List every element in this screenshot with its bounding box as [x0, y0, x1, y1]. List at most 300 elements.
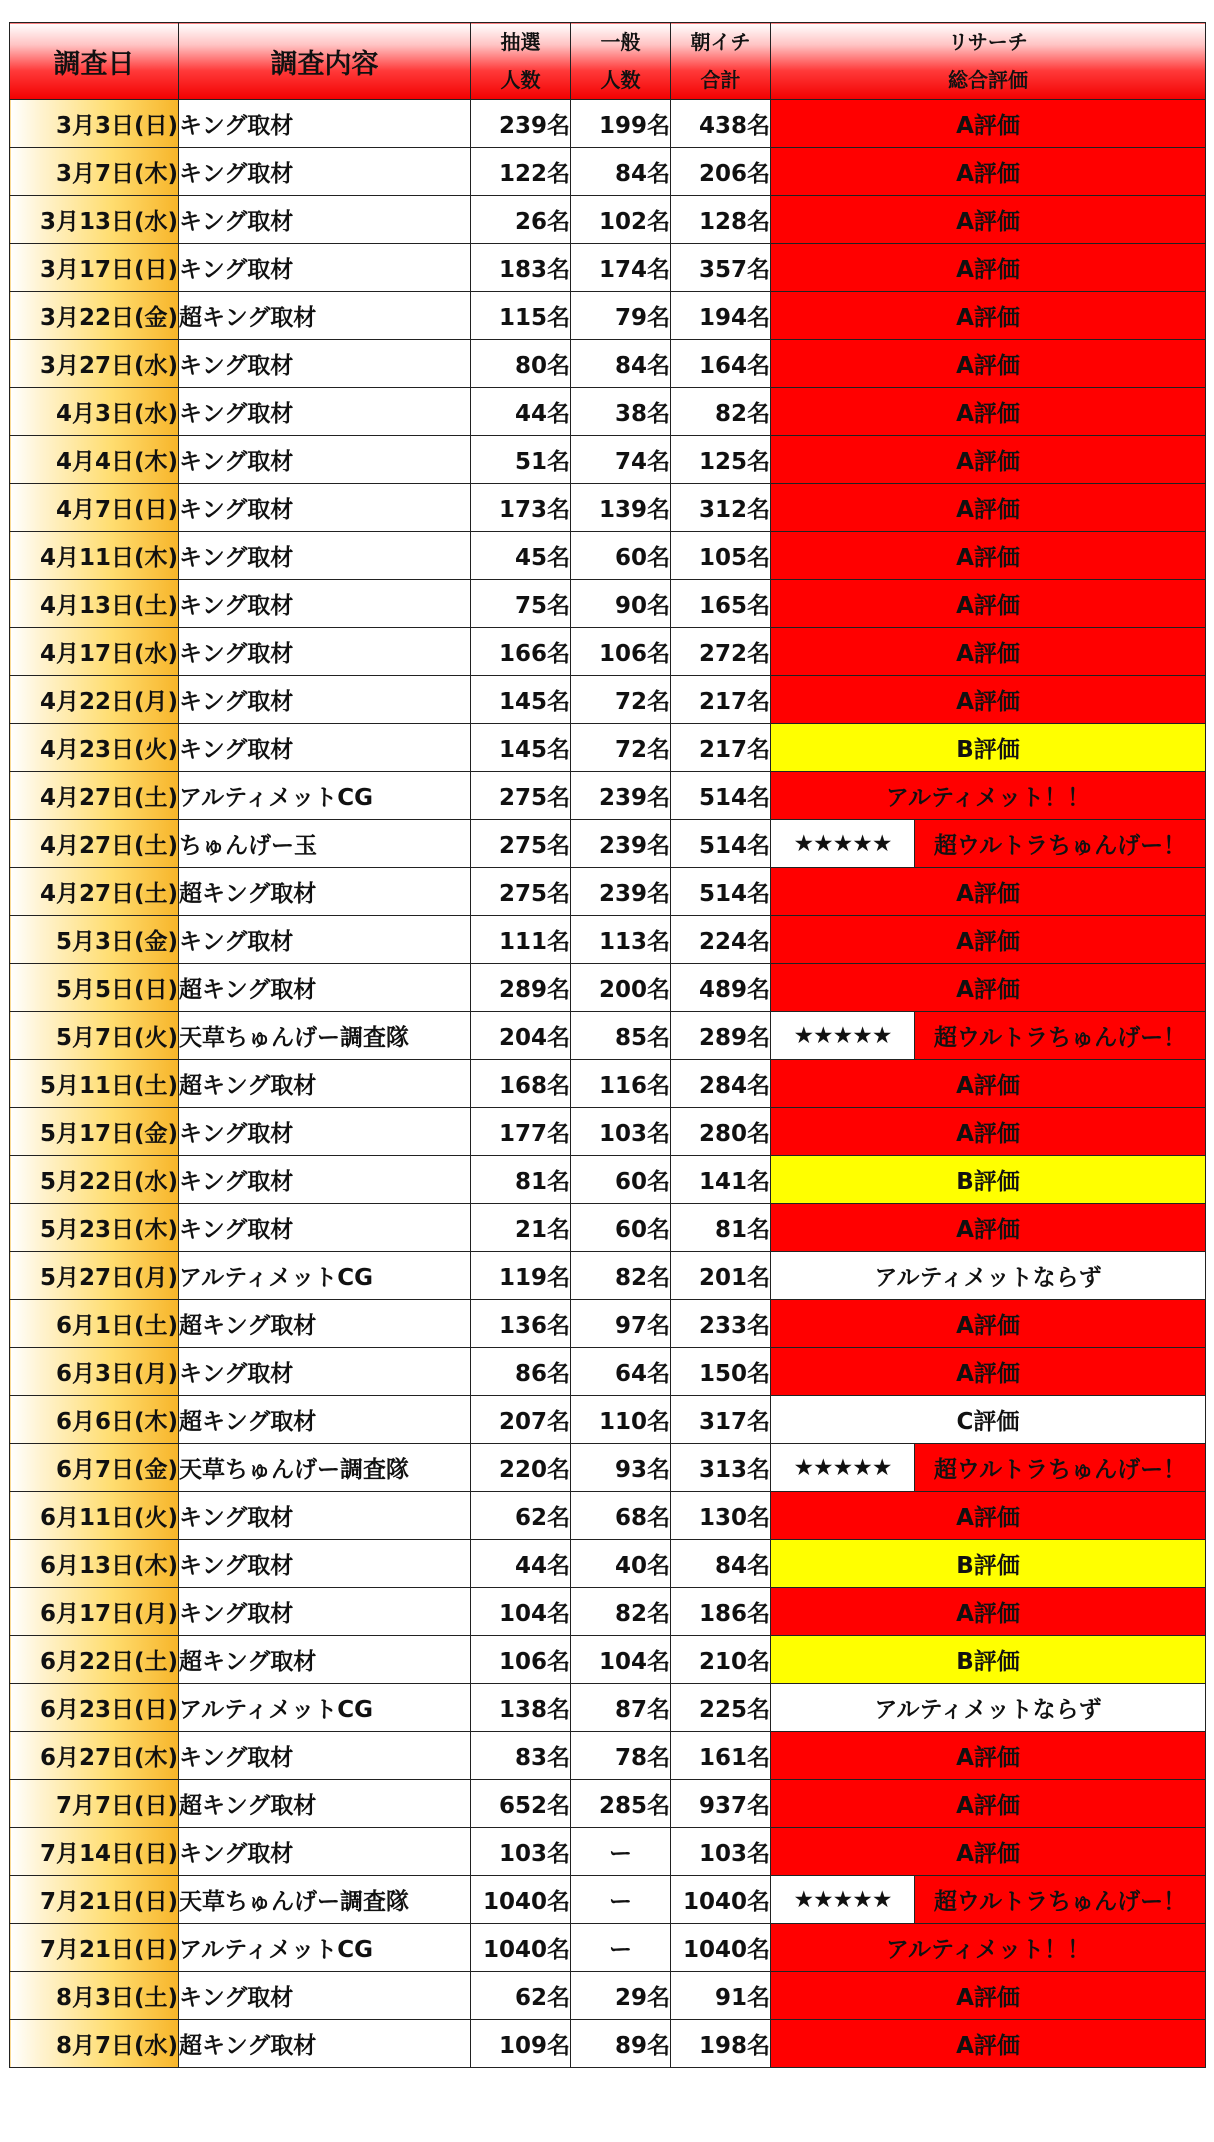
table-row: [10, 484, 1206, 532]
row-content: キング取材: [179, 1828, 471, 1876]
table-row: [10, 1924, 1206, 1972]
row-lottery-count: 45名: [471, 532, 571, 580]
header-general-line2: 人数: [600, 68, 641, 92]
row-general-count: 239名: [571, 868, 671, 916]
row-date: 5月17日(金): [10, 1108, 179, 1156]
row-date: 5月11日(土): [10, 1060, 179, 1108]
row-evaluation: A評価: [771, 916, 1206, 964]
row-morning-total: 165名: [671, 580, 771, 628]
row-lottery-count: 136名: [471, 1300, 571, 1348]
header-eval-line2: 総合評価: [948, 68, 1028, 92]
row-evaluation: B評価: [771, 1540, 1206, 1588]
table-row: [10, 292, 1206, 340]
row-general-count: 40名: [571, 1540, 671, 1588]
row-morning-total: 317名: [671, 1396, 771, 1444]
ultra-evaluation: [771, 1012, 1205, 1059]
header-general: [571, 23, 671, 100]
row-general-count: 239名: [571, 820, 671, 868]
row-general-count: 29名: [571, 1972, 671, 2020]
header-lottery-line2: 人数: [500, 68, 541, 92]
star-rating-icon: ★★★★★: [771, 1444, 915, 1491]
row-evaluation: A評価: [771, 628, 1206, 676]
row-content: アルティメットCG: [179, 1684, 471, 1732]
row-morning-total: 128名: [671, 196, 771, 244]
row-evaluation: A評価: [771, 532, 1206, 580]
row-content: キング取材: [179, 436, 471, 484]
row-morning-total: 224名: [671, 916, 771, 964]
row-morning-total: 125名: [671, 436, 771, 484]
row-content: キング取材: [179, 1108, 471, 1156]
row-general-count: 60名: [571, 1156, 671, 1204]
evaluation-text: 超ウルトラちゅんげー！: [915, 820, 1205, 867]
row-content: キング取材: [179, 1348, 471, 1396]
row-general-count: 103名: [571, 1108, 671, 1156]
row-evaluation: A評価: [771, 1060, 1206, 1108]
row-general-count: 72名: [571, 724, 671, 772]
row-content: 天草ちゅんげー調査隊: [179, 1876, 471, 1924]
table-row: [10, 1252, 1206, 1300]
row-evaluation: A評価: [771, 1348, 1206, 1396]
row-evaluation: A評価: [771, 292, 1206, 340]
row-general-count: 104名: [571, 1636, 671, 1684]
row-general-count: 74名: [571, 436, 671, 484]
row-lottery-count: 44名: [471, 1540, 571, 1588]
table-row: [10, 724, 1206, 772]
row-content: キング取材: [179, 1492, 471, 1540]
table-row: [10, 1732, 1206, 1780]
row-morning-total: 161名: [671, 1732, 771, 1780]
row-morning-total: 105名: [671, 532, 771, 580]
row-date: 3月7日(木): [10, 148, 179, 196]
table-body: [10, 100, 1206, 2068]
row-evaluation: A評価: [771, 1492, 1206, 1540]
table-row: [10, 628, 1206, 676]
table-row: [10, 772, 1206, 820]
row-general-count: 200名: [571, 964, 671, 1012]
row-general-count: 82名: [571, 1588, 671, 1636]
row-content: アルティメットCG: [179, 1252, 471, 1300]
row-lottery-count: 138名: [471, 1684, 571, 1732]
row-content: キング取材: [179, 676, 471, 724]
evaluation-text: 超ウルトラちゅんげー！: [915, 1444, 1205, 1491]
header-general-line1: 一般: [600, 30, 641, 54]
row-lottery-count: 44名: [471, 388, 571, 436]
row-general-count: 60名: [571, 1204, 671, 1252]
header-row: [10, 23, 1206, 100]
table-row: [10, 1012, 1206, 1060]
row-content: キング取材: [179, 532, 471, 580]
row-evaluation: A評価: [771, 340, 1206, 388]
table-row: [10, 1636, 1206, 1684]
row-general-count: 113名: [571, 916, 671, 964]
row-evaluation: A評価: [771, 1204, 1206, 1252]
row-morning-total: 514名: [671, 772, 771, 820]
row-date: 4月4日(木): [10, 436, 179, 484]
row-date: 6月3日(月): [10, 1348, 179, 1396]
table-row: [10, 148, 1206, 196]
row-content: キング取材: [179, 1972, 471, 2020]
row-content: キング取材: [179, 916, 471, 964]
row-date: 4月13日(土): [10, 580, 179, 628]
row-general-count: 89名: [571, 2020, 671, 2068]
table-row: [10, 1396, 1206, 1444]
row-lottery-count: 173名: [471, 484, 571, 532]
row-date: 4月27日(土): [10, 820, 179, 868]
row-content: キング取材: [179, 724, 471, 772]
row-general-count: 38名: [571, 388, 671, 436]
row-lottery-count: 275名: [471, 868, 571, 916]
row-lottery-count: 86名: [471, 1348, 571, 1396]
row-content: 超キング取材: [179, 2020, 471, 2068]
header-date: 調査日: [10, 23, 179, 100]
row-general-count: ー: [571, 1924, 671, 1972]
row-general-count: 85名: [571, 1012, 671, 1060]
row-date: 4月11日(木): [10, 532, 179, 580]
row-general-count: 84名: [571, 148, 671, 196]
row-morning-total: 198名: [671, 2020, 771, 2068]
table-row: [10, 1972, 1206, 2020]
row-lottery-count: 51名: [471, 436, 571, 484]
row-date: 4月27日(土): [10, 772, 179, 820]
row-morning-total: 91名: [671, 1972, 771, 2020]
header-morning-total: [671, 23, 771, 100]
row-general-count: 110名: [571, 1396, 671, 1444]
header-lottery: [471, 23, 571, 100]
table-row: [10, 1492, 1206, 1540]
table-row: [10, 1588, 1206, 1636]
row-lottery-count: 220名: [471, 1444, 571, 1492]
table-row: [10, 436, 1206, 484]
row-morning-total: 130名: [671, 1492, 771, 1540]
row-date: 6月27日(木): [10, 1732, 179, 1780]
row-morning-total: 194名: [671, 292, 771, 340]
row-date: 6月13日(木): [10, 1540, 179, 1588]
table-row: [10, 388, 1206, 436]
row-content: 超キング取材: [179, 868, 471, 916]
row-general-count: 102名: [571, 196, 671, 244]
row-content: 超キング取材: [179, 964, 471, 1012]
row-content: キング取材: [179, 388, 471, 436]
row-lottery-count: 275名: [471, 820, 571, 868]
row-morning-total: 289名: [671, 1012, 771, 1060]
row-content: 超キング取材: [179, 1396, 471, 1444]
ultra-evaluation: [771, 1444, 1205, 1491]
row-lottery-count: 207名: [471, 1396, 571, 1444]
row-evaluation: B評価: [771, 724, 1206, 772]
ultra-evaluation: [771, 1876, 1205, 1923]
row-morning-total: 84名: [671, 1540, 771, 1588]
row-content: キング取材: [179, 1588, 471, 1636]
row-date: 4月23日(火): [10, 724, 179, 772]
table-row: [10, 916, 1206, 964]
ultra-evaluation: [771, 820, 1205, 867]
row-date: 7月21日(日): [10, 1924, 179, 1972]
row-morning-total: 313名: [671, 1444, 771, 1492]
row-date: 5月7日(火): [10, 1012, 179, 1060]
header-lottery-line1: 抽選: [500, 30, 541, 54]
row-morning-total: 284名: [671, 1060, 771, 1108]
row-lottery-count: 183名: [471, 244, 571, 292]
row-lottery-count: 145名: [471, 724, 571, 772]
row-morning-total: 217名: [671, 676, 771, 724]
row-morning-total: 937名: [671, 1780, 771, 1828]
row-lottery-count: 1040名: [471, 1876, 571, 1924]
row-morning-total: 164名: [671, 340, 771, 388]
row-morning-total: 150名: [671, 1348, 771, 1396]
row-general-count: 174名: [571, 244, 671, 292]
row-lottery-count: 81名: [471, 1156, 571, 1204]
table-row: [10, 1108, 1206, 1156]
table-row: [10, 1540, 1206, 1588]
row-evaluation: A評価: [771, 868, 1206, 916]
row-evaluation: A評価: [771, 1828, 1206, 1876]
row-content: キング取材: [179, 340, 471, 388]
row-content: 天草ちゅんげー調査隊: [179, 1444, 471, 1492]
row-morning-total: 1040名: [671, 1876, 771, 1924]
row-lottery-count: 239名: [471, 100, 571, 148]
table-row: [10, 2020, 1206, 2068]
row-evaluation: A評価: [771, 196, 1206, 244]
row-date: 5月23日(木): [10, 1204, 179, 1252]
row-morning-total: 233名: [671, 1300, 771, 1348]
row-general-count: 84名: [571, 340, 671, 388]
row-evaluation: A評価: [771, 1108, 1206, 1156]
row-content: キング取材: [179, 628, 471, 676]
row-date: 4月7日(日): [10, 484, 179, 532]
row-lottery-count: 1040名: [471, 1924, 571, 1972]
star-rating-icon: ★★★★★: [771, 1876, 915, 1923]
table-row: [10, 1204, 1206, 1252]
row-date: 3月27日(水): [10, 340, 179, 388]
research-table: [9, 22, 1206, 2068]
row-content: アルティメットCG: [179, 1924, 471, 1972]
row-content: 超キング取材: [179, 1300, 471, 1348]
row-date: 6月7日(金): [10, 1444, 179, 1492]
row-date: 5月5日(日): [10, 964, 179, 1012]
row-evaluation: A評価: [771, 1732, 1206, 1780]
row-content: 超キング取材: [179, 1060, 471, 1108]
row-date: 3月22日(金): [10, 292, 179, 340]
row-date: 5月3日(金): [10, 916, 179, 964]
row-lottery-count: 80名: [471, 340, 571, 388]
row-evaluation: [771, 1012, 1206, 1060]
row-general-count: 72名: [571, 676, 671, 724]
row-lottery-count: 75名: [471, 580, 571, 628]
evaluation-text: 超ウルトラちゅんげー！: [915, 1876, 1205, 1923]
row-general-count: 78名: [571, 1732, 671, 1780]
row-lottery-count: 145名: [471, 676, 571, 724]
row-lottery-count: 62名: [471, 1972, 571, 2020]
row-evaluation: A評価: [771, 1588, 1206, 1636]
row-general-count: 90名: [571, 580, 671, 628]
table-row: [10, 1300, 1206, 1348]
row-date: 3月17日(日): [10, 244, 179, 292]
row-lottery-count: 122名: [471, 148, 571, 196]
row-lottery-count: 106名: [471, 1636, 571, 1684]
row-general-count: 82名: [571, 1252, 671, 1300]
row-date: 6月23日(日): [10, 1684, 179, 1732]
table-row: [10, 244, 1206, 292]
row-evaluation: A評価: [771, 1972, 1206, 2020]
table-row: [10, 100, 1206, 148]
row-morning-total: 206名: [671, 148, 771, 196]
row-general-count: 239名: [571, 772, 671, 820]
row-evaluation: [771, 1876, 1206, 1924]
row-date: 5月27日(月): [10, 1252, 179, 1300]
row-morning-total: 186名: [671, 1588, 771, 1636]
row-evaluation: アルティメットならず: [771, 1684, 1206, 1732]
row-evaluation: A評価: [771, 2020, 1206, 2068]
row-lottery-count: 168名: [471, 1060, 571, 1108]
row-general-count: 199名: [571, 100, 671, 148]
row-date: 4月27日(土): [10, 868, 179, 916]
row-lottery-count: 26名: [471, 196, 571, 244]
table-row: [10, 868, 1206, 916]
row-date: 3月3日(日): [10, 100, 179, 148]
row-evaluation: A評価: [771, 580, 1206, 628]
row-content: 天草ちゅんげー調査隊: [179, 1012, 471, 1060]
row-lottery-count: 103名: [471, 1828, 571, 1876]
row-general-count: 79名: [571, 292, 671, 340]
row-evaluation: [771, 820, 1206, 868]
row-content: ちゅんげー玉: [179, 820, 471, 868]
row-general-count: 87名: [571, 1684, 671, 1732]
row-general-count: 68名: [571, 1492, 671, 1540]
table-row: [10, 1684, 1206, 1732]
row-general-count: ー: [571, 1828, 671, 1876]
row-lottery-count: 83名: [471, 1732, 571, 1780]
row-content: 超キング取材: [179, 1636, 471, 1684]
row-evaluation: A評価: [771, 964, 1206, 1012]
row-morning-total: 81名: [671, 1204, 771, 1252]
row-date: 8月3日(土): [10, 1972, 179, 2020]
row-content: キング取材: [179, 100, 471, 148]
row-morning-total: 438名: [671, 100, 771, 148]
row-content: キング取材: [179, 196, 471, 244]
row-content: アルティメットCG: [179, 772, 471, 820]
row-evaluation: アルティメットならず: [771, 1252, 1206, 1300]
row-general-count: 64名: [571, 1348, 671, 1396]
row-morning-total: 312名: [671, 484, 771, 532]
row-general-count: 97名: [571, 1300, 671, 1348]
table-row: [10, 1828, 1206, 1876]
row-morning-total: 210名: [671, 1636, 771, 1684]
row-lottery-count: 104名: [471, 1588, 571, 1636]
row-lottery-count: 21名: [471, 1204, 571, 1252]
row-date: 6月11日(火): [10, 1492, 179, 1540]
table-row: [10, 580, 1206, 628]
row-morning-total: 514名: [671, 868, 771, 916]
table-row: [10, 340, 1206, 388]
table-row: [10, 1060, 1206, 1108]
row-evaluation: B評価: [771, 1636, 1206, 1684]
row-date: 6月22日(土): [10, 1636, 179, 1684]
table-row: [10, 1348, 1206, 1396]
table-row: [10, 196, 1206, 244]
row-content: キング取材: [179, 1540, 471, 1588]
row-lottery-count: 166名: [471, 628, 571, 676]
row-morning-total: 201名: [671, 1252, 771, 1300]
row-morning-total: 357名: [671, 244, 771, 292]
row-lottery-count: 275名: [471, 772, 571, 820]
table-row: [10, 1780, 1206, 1828]
header-eval-line1: リサーチ: [948, 30, 1028, 54]
table-row: [10, 532, 1206, 580]
row-evaluation: A評価: [771, 436, 1206, 484]
row-general-count: 285名: [571, 1780, 671, 1828]
evaluation-text: 超ウルトラちゅんげー！: [915, 1012, 1205, 1059]
row-general-count: ー: [571, 1876, 671, 1924]
row-date: 7月14日(日): [10, 1828, 179, 1876]
row-date: 6月1日(土): [10, 1300, 179, 1348]
table-row: [10, 820, 1206, 868]
row-date: 6月6日(木): [10, 1396, 179, 1444]
row-evaluation: A評価: [771, 676, 1206, 724]
row-content: キング取材: [179, 148, 471, 196]
row-date: 5月22日(水): [10, 1156, 179, 1204]
row-date: 4月3日(水): [10, 388, 179, 436]
row-lottery-count: 119名: [471, 1252, 571, 1300]
row-lottery-count: 289名: [471, 964, 571, 1012]
row-lottery-count: 204名: [471, 1012, 571, 1060]
header-content: 調査内容: [179, 23, 471, 100]
row-lottery-count: 111名: [471, 916, 571, 964]
row-morning-total: 272名: [671, 628, 771, 676]
row-evaluation: A評価: [771, 244, 1206, 292]
row-lottery-count: 652名: [471, 1780, 571, 1828]
row-lottery-count: 115名: [471, 292, 571, 340]
row-date: 7月7日(日): [10, 1780, 179, 1828]
row-evaluation: A評価: [771, 1780, 1206, 1828]
row-evaluation: アルティメット！！: [771, 772, 1206, 820]
header-morning-line1: 朝イチ: [690, 30, 751, 54]
table-row: [10, 676, 1206, 724]
row-content: キング取材: [179, 580, 471, 628]
row-lottery-count: 62名: [471, 1492, 571, 1540]
row-content: キング取材: [179, 1204, 471, 1252]
row-evaluation: A評価: [771, 100, 1206, 148]
row-morning-total: 514名: [671, 820, 771, 868]
row-general-count: 116名: [571, 1060, 671, 1108]
row-evaluation: [771, 1444, 1206, 1492]
row-evaluation: A評価: [771, 484, 1206, 532]
row-content: キング取材: [179, 1732, 471, 1780]
row-date: 8月7日(水): [10, 2020, 179, 2068]
row-morning-total: 225名: [671, 1684, 771, 1732]
row-general-count: 93名: [571, 1444, 671, 1492]
row-evaluation: C評価: [771, 1396, 1206, 1444]
row-content: キング取材: [179, 484, 471, 532]
table-row: [10, 1876, 1206, 1924]
star-rating-icon: ★★★★★: [771, 1012, 915, 1059]
row-content: 超キング取材: [179, 1780, 471, 1828]
row-general-count: 106名: [571, 628, 671, 676]
row-general-count: 60名: [571, 532, 671, 580]
header-evaluation: [771, 23, 1206, 100]
row-morning-total: 280名: [671, 1108, 771, 1156]
row-date: 7月21日(日): [10, 1876, 179, 1924]
row-evaluation: A評価: [771, 1300, 1206, 1348]
row-morning-total: 1040名: [671, 1924, 771, 1972]
row-lottery-count: 177名: [471, 1108, 571, 1156]
row-evaluation: A評価: [771, 148, 1206, 196]
row-evaluation: B評価: [771, 1156, 1206, 1204]
table-row: [10, 1156, 1206, 1204]
table-row: [10, 964, 1206, 1012]
row-date: 6月17日(月): [10, 1588, 179, 1636]
row-morning-total: 217名: [671, 724, 771, 772]
row-date: 4月22日(月): [10, 676, 179, 724]
